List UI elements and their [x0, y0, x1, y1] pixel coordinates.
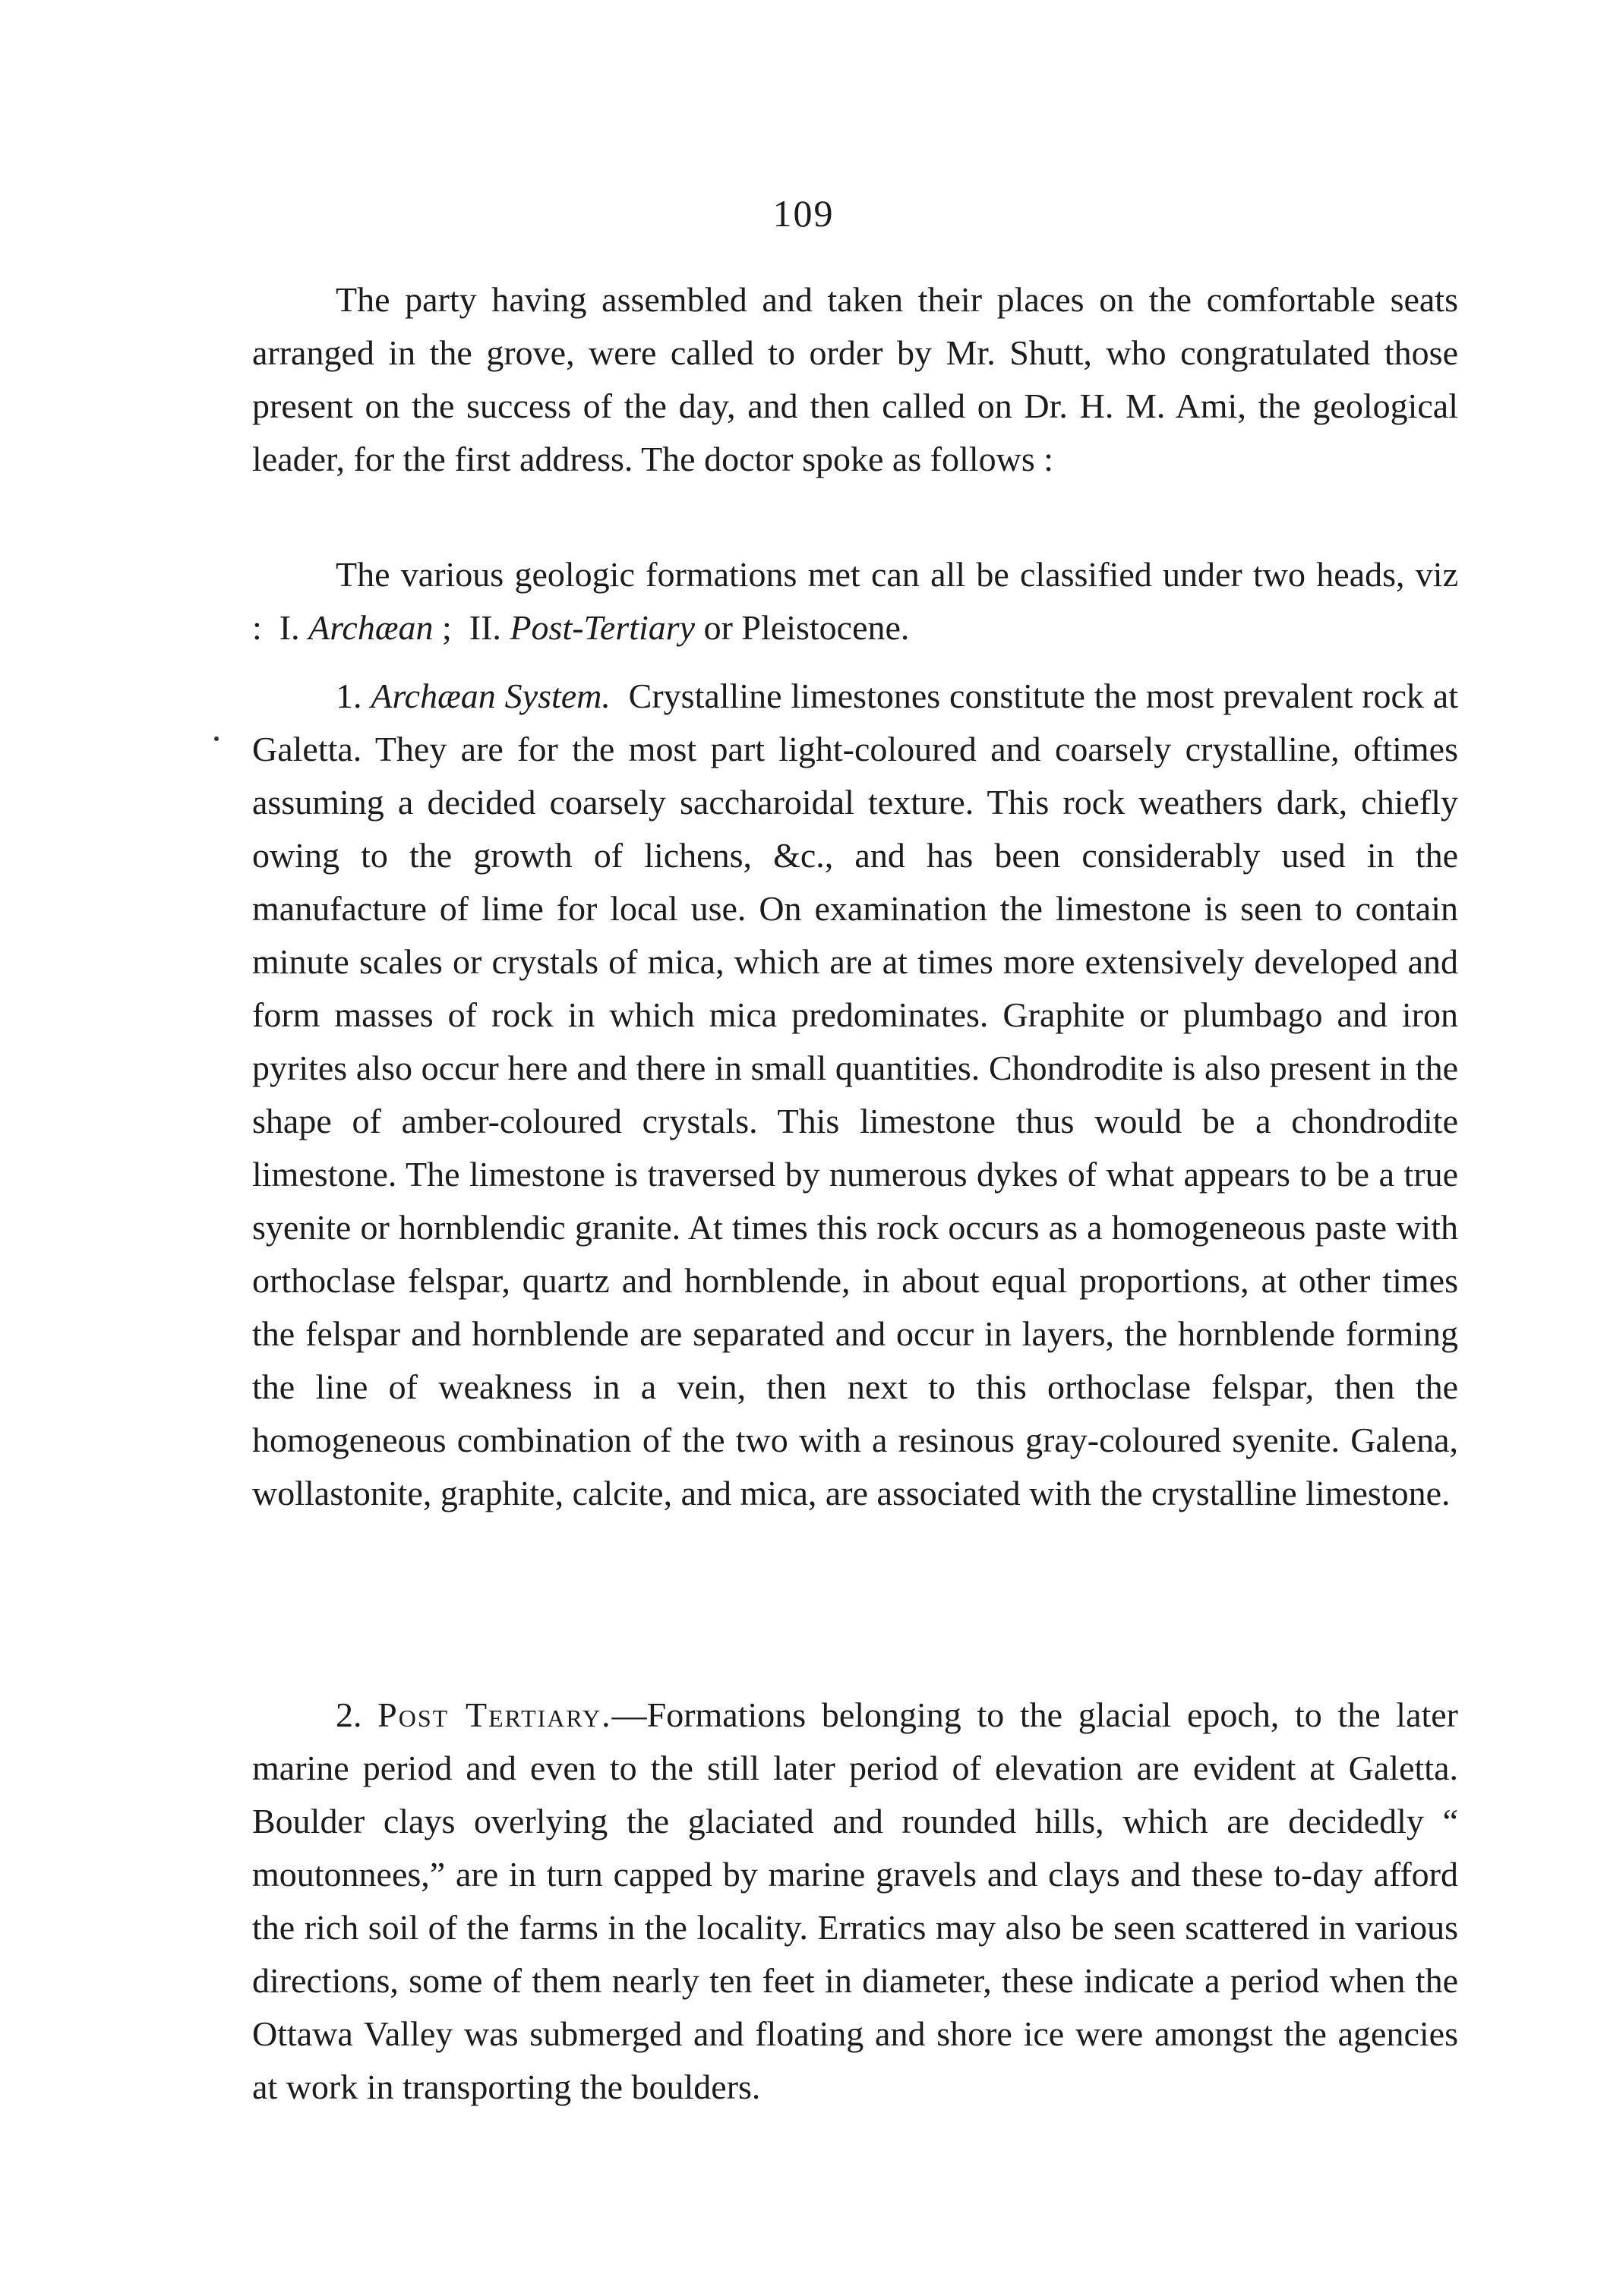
section-post-tertiary-dash: — — [611, 1695, 647, 1734]
page-number: 109 — [772, 192, 835, 235]
paragraph-classification — [252, 548, 1458, 654]
section-post-tertiary — [252, 1689, 1458, 2114]
classification-item-1: Archæan — [308, 608, 434, 647]
classification-tail: or Pleistocene. — [703, 608, 910, 647]
section-post-tertiary-number: 2. — [336, 1695, 362, 1734]
classification-item-1-number: I. — [279, 608, 300, 647]
paragraph-intro: The party having assembled and taken their places on the comfortable seats arranged in the grove, were called to order by Mr. Shutt, who congratulated those present on the success of the day, and then called on Dr. H. M. Ami, the geological leader, for the first address. The doctor spoke as follows : — [252, 280, 1458, 478]
stray-dot-mark — [214, 736, 219, 741]
classification-item-2-number: II. — [469, 608, 501, 647]
section-post-tertiary-heading: Post Tertiary. — [377, 1695, 612, 1734]
classification-separator: ; — [442, 608, 452, 647]
classification-item-2: Post-Tertiary — [510, 608, 696, 647]
section-archaean — [252, 670, 1458, 1520]
section-archaean-number: 1. — [336, 676, 362, 715]
classification-text: The various geologic formations met can all be classified under two heads, viz : — [252, 555, 1458, 647]
section-archaean-body: Crystalline limestones constitute the most prevalent rock at Galetta. They are for the most part light-coloured and coarsely crystalline, oftimes assuming a decided coarsely saccharoidal texture. This rock weathers dark, chiefly owing to the growth of lichens, &c., and has been considerably used in the manufacture of lime for local use. On examination the limestone is seen to contain minute scales or crystals of mica, which are at times more extensively developed and form masses of rock in which mica predominates. Graphite or plumbago and iron pyrites also occur here and there in small quantities. Chondrodite is also present in the shape of amber-coloured crystals. This limestone thus would be a chondrodite limestone. The limestone is traversed by numerous dykes of what appears to be a true syenite or hornblendic granite. At times this rock occurs as a homogeneous paste with orthoclase felspar, quartz and hornblende, in about equal proportions, at other times the felspar and hornblende are separated and occur in layers, the hornblende forming the line of weakness in a vein, then next to this orthoclase felspar, then the homogeneous combination of the two with a resinous gray-coloured syenite. Galena, wollastonite, graphite, calcite, and mica, are associated with the crystalline limestone. — [252, 676, 1459, 1512]
section-archaean-heading: Archæan System. — [371, 676, 611, 715]
section-post-tertiary-body: Formations belonging to the glacial epoch, to the later marine period and even to the still later period of elevation are evident at Galetta. Boulder clays overlying the glaciated and rounded hills, which are decidedly “ moutonnees,” are in turn capped by marine gravels and clays and these to-day afford the rich soil of the farms in the locality. Erratics may also be seen scattered in various directions, some of them nearly ten feet in diameter, these indicate a period when the Ottawa Valley was submerged and floating and shore ice were amongst the agencies at work in transporting the boulders. — [252, 1695, 1459, 2106]
